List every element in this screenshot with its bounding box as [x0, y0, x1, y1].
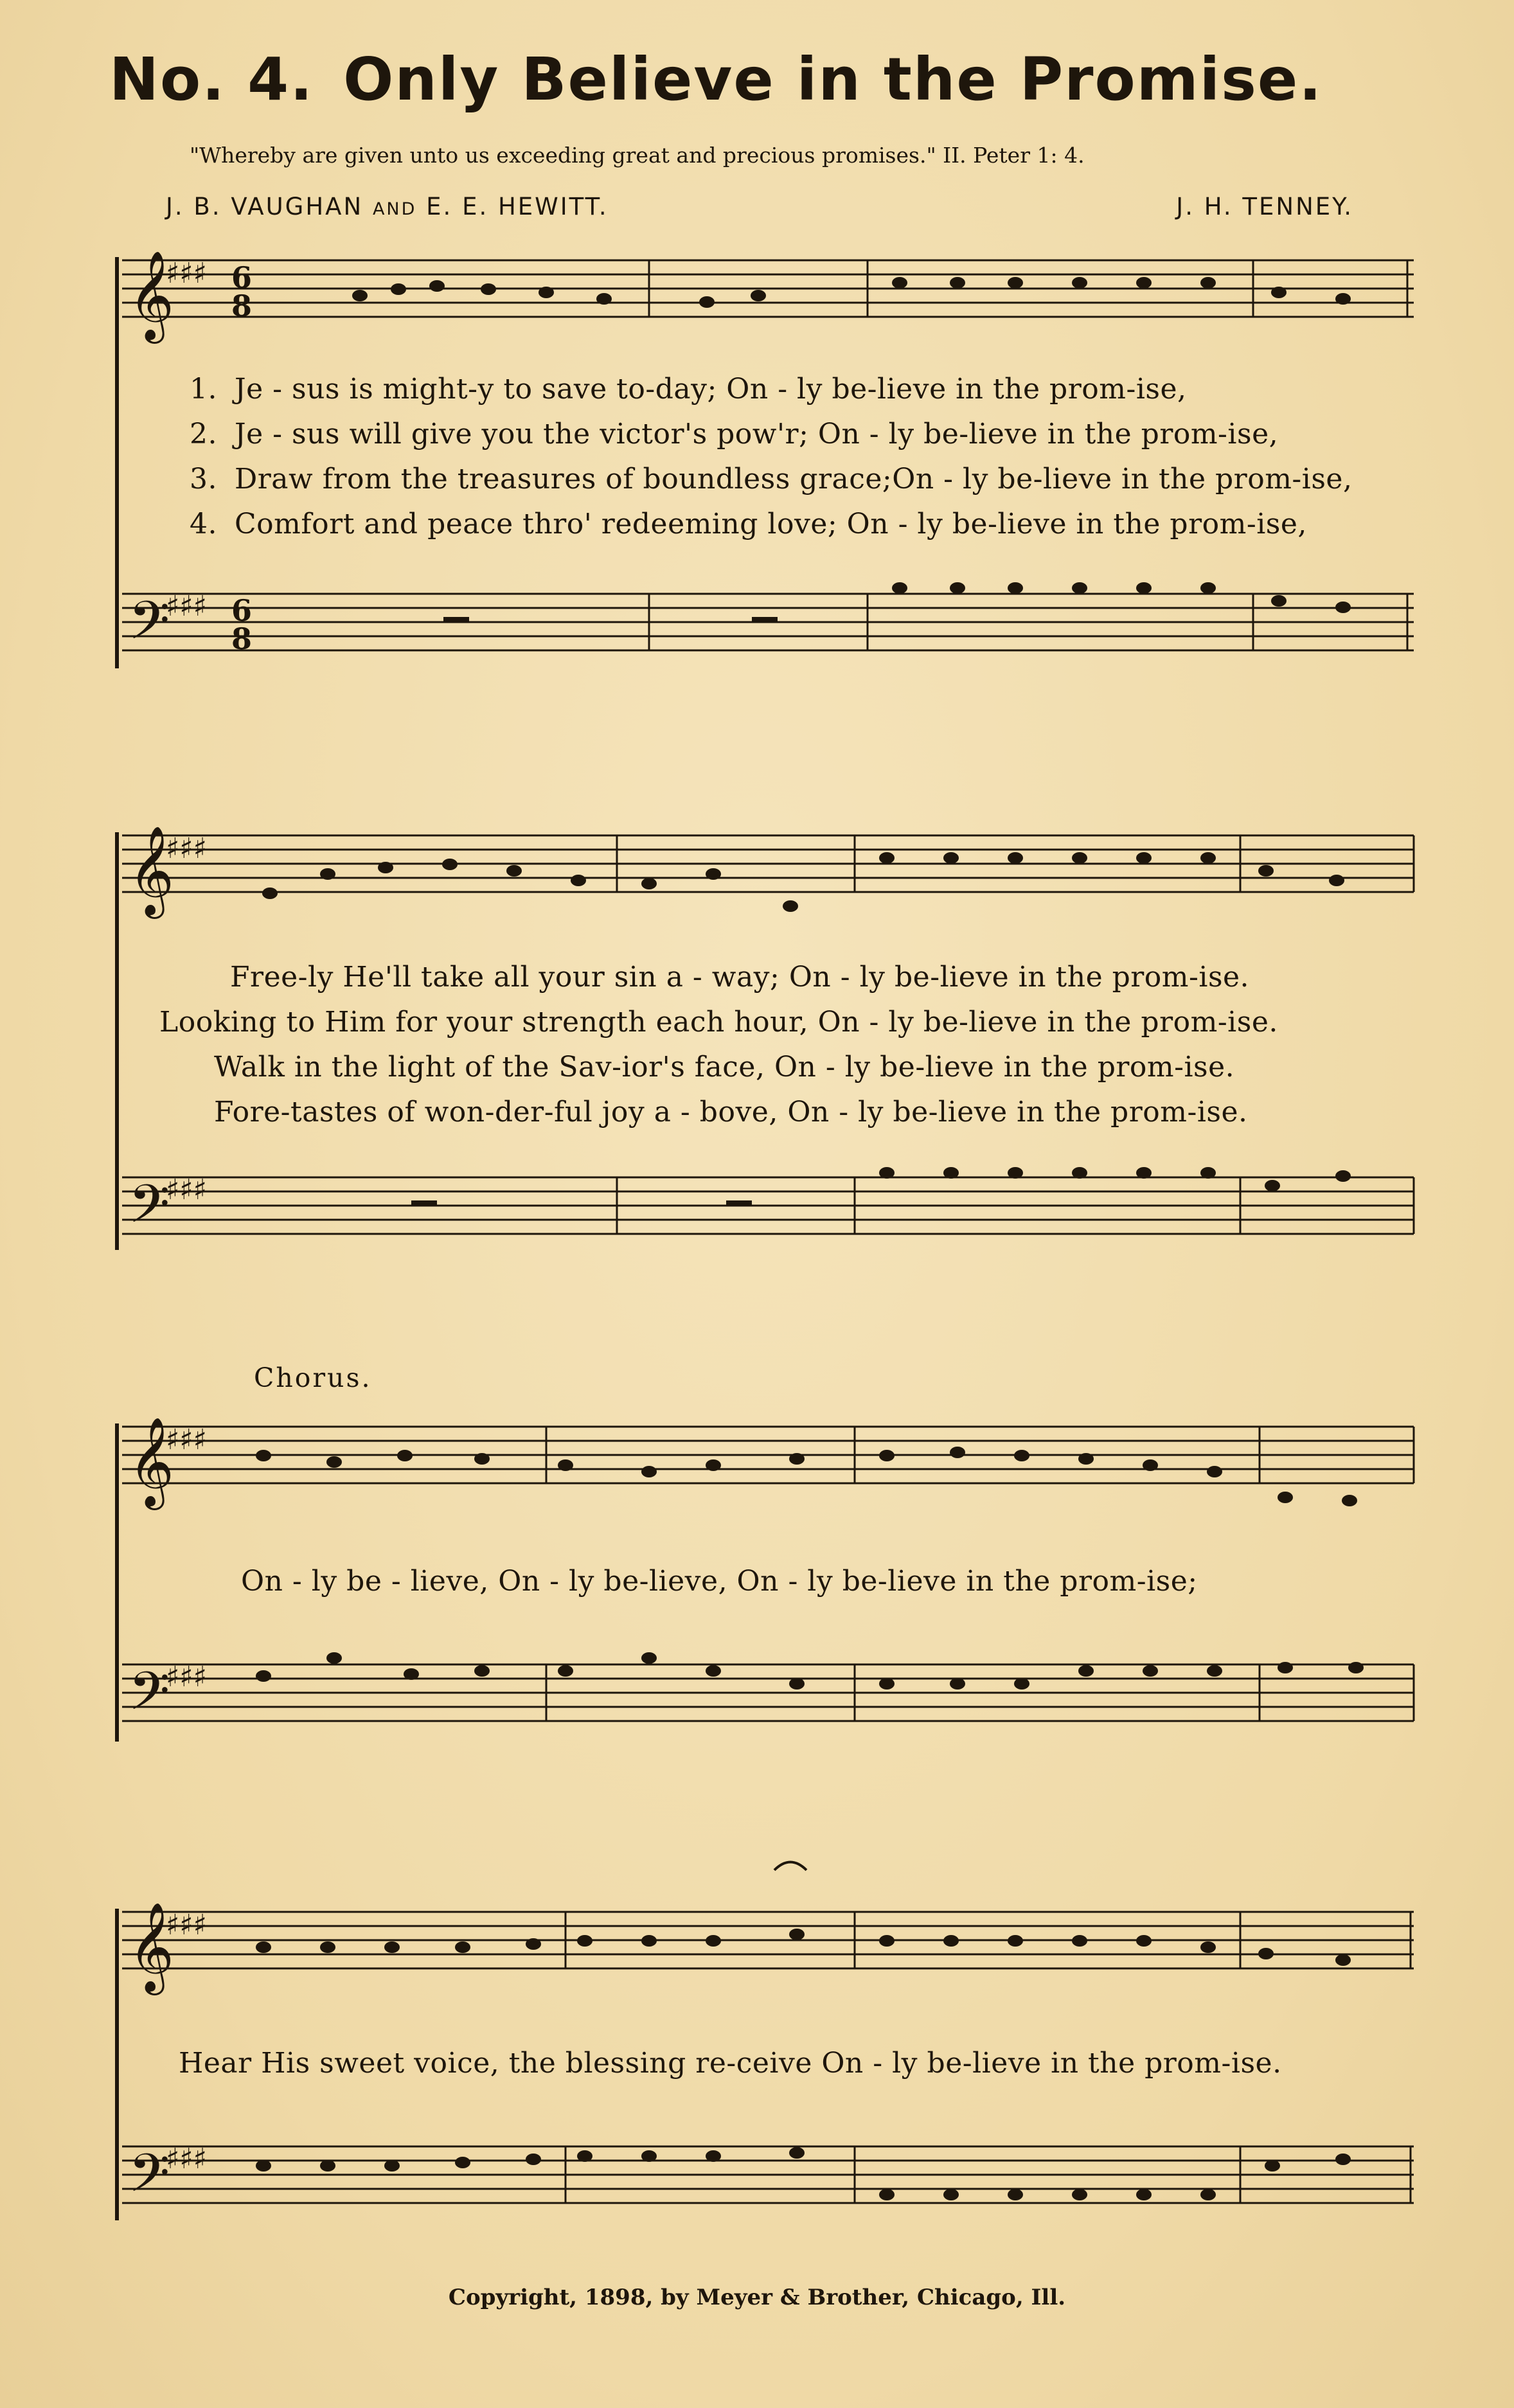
bass-time-sig-bottom: 8 [231, 621, 253, 656]
lyricists [166, 193, 609, 220]
treble-clef-icon: 𝄞 [129, 1417, 174, 1506]
composer: J. H. TENNEY. [1176, 193, 1353, 220]
svg-text:♯♯♯: ♯♯♯ [166, 832, 207, 865]
treble-clef-icon: 𝄞 [129, 1902, 174, 1992]
hymn-title-text: Only Believe in the Promise. [343, 45, 1323, 114]
verse-3-line-1: 3. Draw from the treasures of boundless grace;On - ly be-lieve in the prom-ise, [190, 463, 1353, 495]
chorus-line-1: On - ly be - lieve, On - ly be-lieve, On - ly be-lieve in the prom-ise; [241, 1565, 1198, 1598]
bass-key-signature-sharps: ♯♯♯ [166, 590, 207, 623]
svg-text:♯♯♯: ♯♯♯ [166, 2143, 207, 2175]
treble-clef-icon: 𝄞 [129, 251, 174, 340]
bass-clef-icon: 𝄢 [129, 1660, 170, 1735]
verse-1-line-1: 1. Je - sus is might-y to save to-day; On - ly be-lieve in the prom-ise, [190, 373, 1187, 406]
bass-clef-icon: 𝄢 [129, 1173, 170, 1248]
verse-2-line-2: Looking to Him for your strength each hour, On - ly be-lieve in the prom-ise. [159, 1006, 1278, 1039]
lyricist-2: E. E. HEWITT. [426, 193, 609, 220]
svg-text:♯♯♯: ♯♯♯ [166, 1423, 207, 1456]
bass-time-sig-top: 6 [231, 593, 253, 628]
verse-2-line-1: 2. Je - sus will give you the victor's pow'r; On - ly be-lieve in the prom-ise, [190, 418, 1279, 450]
system-1-staff-lines [122, 260, 1414, 650]
bass-clef-icon: 𝄢 [129, 2142, 170, 2217]
verse-4-line-2: Fore-tastes of won-der-ful joy a - bove, On - ly be-lieve in the prom-ise. [214, 1096, 1248, 1128]
verse-3-line-2: Walk in the light of the Sav-ior's face, On - ly be-lieve in the prom-ise. [214, 1051, 1235, 1084]
treble-clef-icon: 𝄞 [129, 826, 174, 915]
fermata-icon [774, 1862, 806, 1871]
time-sig-top: 6 [231, 260, 253, 295]
copyright-notice: Copyright, 1898, by Meyer & Brother, Chicago, Ill. [448, 2285, 1066, 2310]
bass-clef-icon: 𝄢 [129, 589, 170, 664]
hymn-number: No. 4. [109, 45, 314, 114]
key-signature-sharps: ♯♯♯ [166, 257, 207, 290]
chorus-label: Chorus. [254, 1362, 372, 1393]
scripture-reference: "Whereby are given unto us exceeding great and precious promises." II. Peter 1: 4. [190, 143, 1085, 168]
verse-1-line-2: Free-ly He'll take all your sin a - way; On - ly be-lieve in the prom-ise. [230, 961, 1250, 994]
chorus-line-2: Hear His sweet voice, the blessing re-ceive On - ly be-lieve in the prom-ise. [179, 2047, 1282, 2080]
hymn-title [109, 45, 1323, 114]
lyricist-1: J. B. VAUGHAN [166, 193, 364, 220]
and-word: AND [372, 199, 417, 219]
svg-text:♯♯♯: ♯♯♯ [166, 1173, 207, 1206]
verse-4-line-1: 4. Comfort and peace thro' redeeming love; On - ly be-lieve in the prom-ise, [190, 508, 1307, 540]
time-sig-bottom: 8 [231, 289, 253, 323]
svg-text:♯♯♯: ♯♯♯ [166, 1909, 207, 1941]
svg-text:♯♯♯: ♯♯♯ [166, 1661, 207, 1693]
